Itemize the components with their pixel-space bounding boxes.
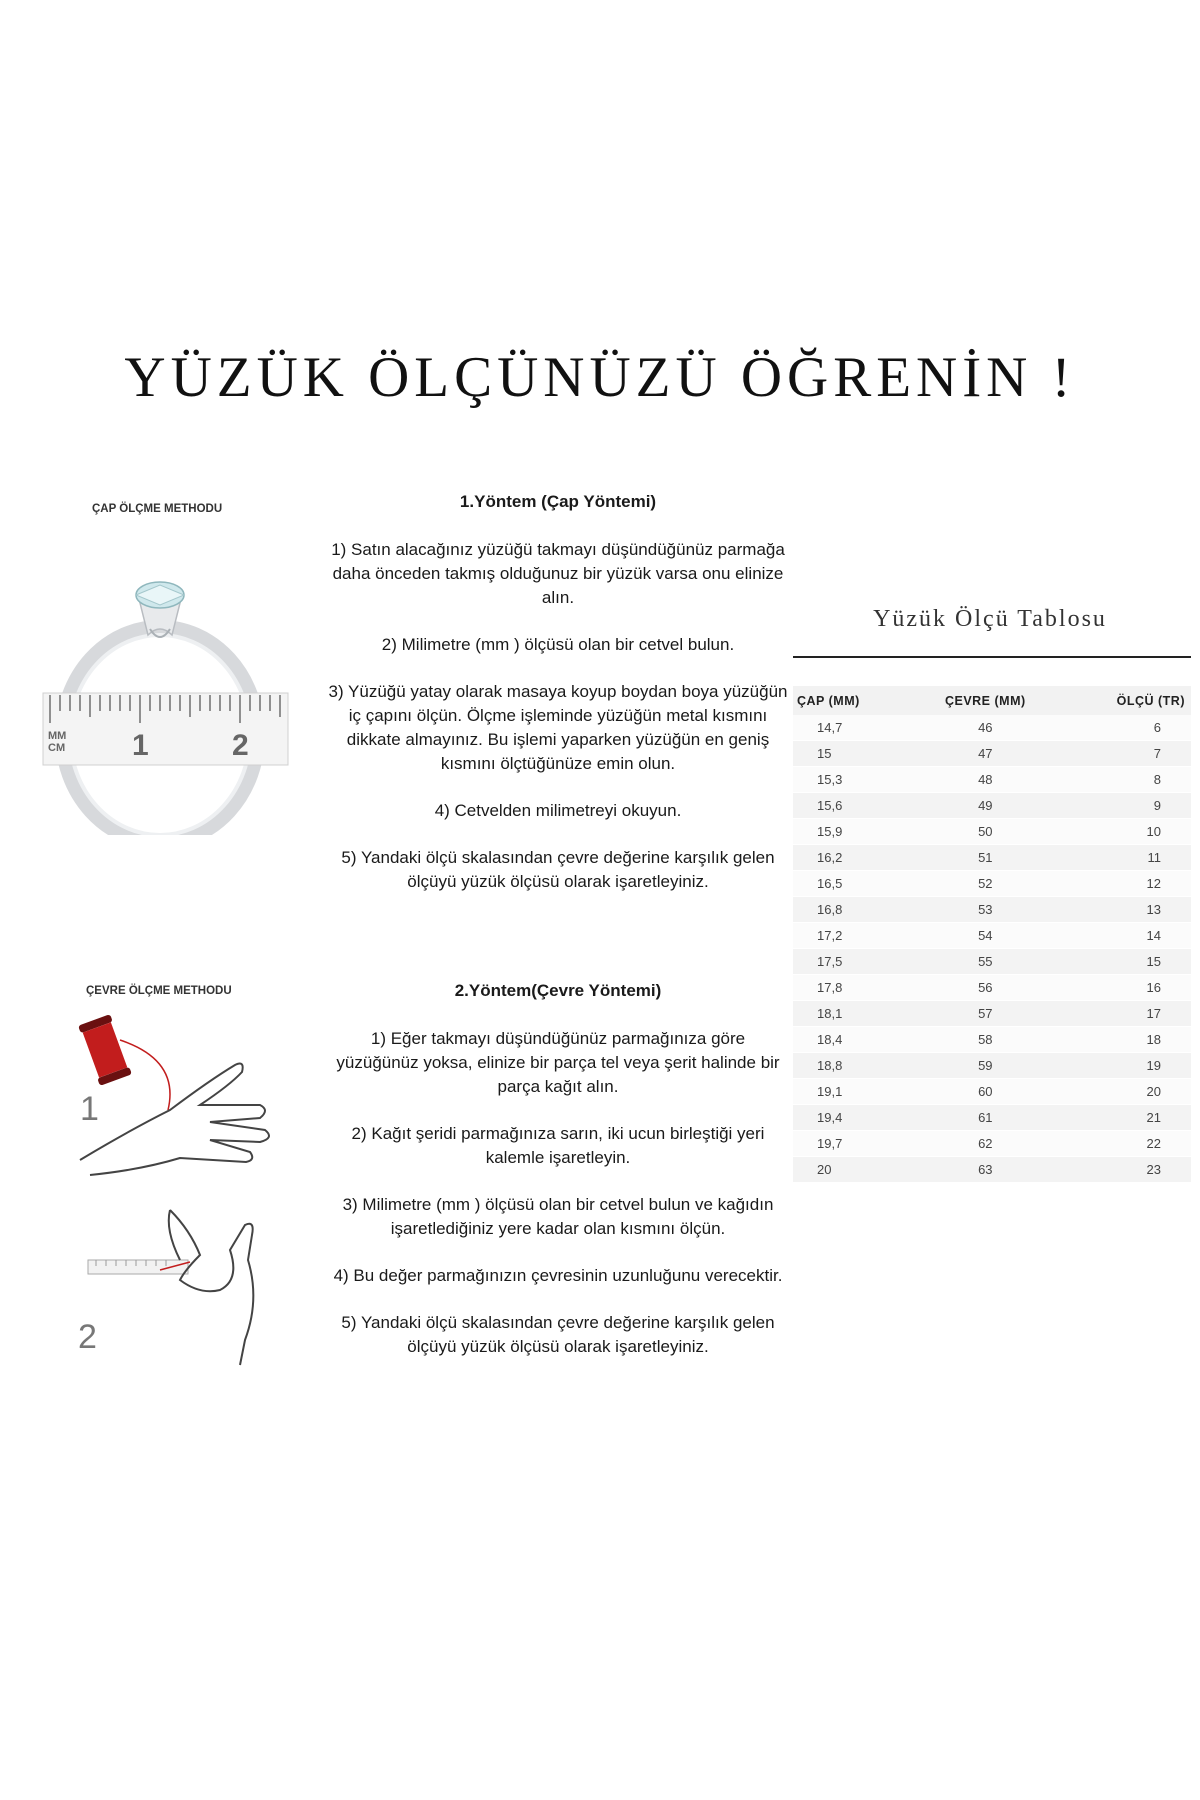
table-row [793, 715, 1191, 741]
cell-size: 21 [1058, 1105, 1191, 1131]
cell-size: 8 [1058, 767, 1191, 793]
table-row [793, 819, 1191, 845]
cell-circumference: 54 [912, 923, 1058, 949]
table-row [793, 845, 1191, 871]
cell-diameter: 16,2 [793, 845, 912, 871]
cell-diameter: 15,3 [793, 767, 912, 793]
cell-size: 22 [1058, 1131, 1191, 1157]
table-row [793, 1157, 1191, 1183]
cell-size: 18 [1058, 1027, 1191, 1053]
table-row [793, 923, 1191, 949]
cell-diameter: 16,8 [793, 897, 912, 923]
ruler-unit-cm: CM [48, 742, 66, 754]
method1-step-4: 4) Cetvelden milimetreyi okuyun. [434, 801, 682, 820]
cell-size: 23 [1058, 1157, 1191, 1183]
cell-circumference: 56 [912, 975, 1058, 1001]
cell-circumference: 52 [912, 871, 1058, 897]
cell-size: 17 [1058, 1001, 1191, 1027]
method1-step-5: 5) Yandaki ölçü skalasından çevre değerine karşılık gelen ölçüyü yüzük ölçüsü olarak işaretleyiniz. [341, 848, 775, 891]
method2-step-3: 3) Milimetre (mm ) ölçüsü olan bir cetvel bulun ve kağıdın işaretlediğiniz yere kadar olan kısmını ölçün. [342, 1195, 774, 1238]
cell-size: 14 [1058, 923, 1191, 949]
cell-size: 9 [1058, 793, 1191, 819]
method2-step-4: 4) Bu değer parmağınızın çevresinin uzunluğunu verecektir. [333, 1266, 783, 1285]
cell-circumference: 49 [912, 793, 1058, 819]
cell-diameter: 17,5 [793, 949, 912, 975]
cell-circumference: 59 [912, 1053, 1058, 1079]
cell-circumference: 48 [912, 767, 1058, 793]
cell-size: 13 [1058, 897, 1191, 923]
cell-size: 15 [1058, 949, 1191, 975]
page-title: YÜZÜK ÖLÇÜNÜZÜ ÖĞRENİN ! [124, 346, 1076, 409]
cell-circumference: 62 [912, 1131, 1058, 1157]
cell-size: 16 [1058, 975, 1191, 1001]
table-row [793, 767, 1191, 793]
table-row [793, 1001, 1191, 1027]
table-row [793, 741, 1191, 767]
cell-circumference: 58 [912, 1027, 1058, 1053]
table-row [793, 897, 1191, 923]
cell-circumference: 51 [912, 845, 1058, 871]
cell-diameter: 16,5 [793, 871, 912, 897]
cell-diameter: 19,7 [793, 1131, 912, 1157]
table-row [793, 975, 1191, 1001]
ruler-number-2: 2 [232, 729, 249, 762]
cell-size: 10 [1058, 819, 1191, 845]
size-table-body [793, 715, 1191, 1183]
size-table-divider [793, 656, 1191, 658]
method2-heading: 2.Yöntem(Çevre Yöntemi) [454, 981, 662, 1000]
column-header-circumference: ÇEVRE (MM) [912, 686, 1058, 715]
method1-step-3: 3) Yüzüğü yatay olarak masaya koyup boydan boya yüzüğün iç çapını ölçün. Ölçme işleminde yüzüğün metal kısmını dikkate almayınız. Bu işlemi yaparken yüzüğün en geniş kısmını ölçtüğünüze emin olun. [328, 682, 788, 773]
cell-circumference: 60 [912, 1079, 1058, 1105]
size-table [793, 686, 1191, 1183]
method2-step-2: 2) Kağıt şeridi parmağınıza sarın, iki ucun birleştiği yeri kalemle işaretleyin. [351, 1124, 765, 1167]
column-header-diameter: ÇAP (MM) [793, 686, 912, 715]
step-number-1: 1 [80, 1090, 99, 1128]
cell-diameter: 18,8 [793, 1053, 912, 1079]
cell-diameter: 15,6 [793, 793, 912, 819]
cell-diameter: 17,2 [793, 923, 912, 949]
cell-diameter: 17,8 [793, 975, 912, 1001]
table-row [793, 1053, 1191, 1079]
table-row [793, 1105, 1191, 1131]
method1-image-label: ÇAP ÖLÇME METHODU [92, 503, 223, 515]
cell-diameter: 14,7 [793, 715, 912, 741]
cell-diameter: 18,1 [793, 1001, 912, 1027]
ring-ruler-illustration [28, 545, 298, 835]
cell-diameter: 20 [793, 1157, 912, 1183]
cell-diameter: 15 [793, 741, 912, 767]
method2-image-label: ÇEVRE ÖLÇME METHODU [86, 985, 232, 997]
cell-size: 11 [1058, 845, 1191, 871]
method2-instructions [328, 979, 788, 1382]
method2-step-1: 1) Eğer takmayı düşündüğünüz parmağınıza göre yüzüğünüz yoksa, elinize bir parça tel veya şerit halinde bir parça kağıt alın. [336, 1029, 780, 1096]
cell-circumference: 63 [912, 1157, 1058, 1183]
cell-diameter: 19,4 [793, 1105, 912, 1131]
cell-size: 20 [1058, 1079, 1191, 1105]
method1-heading: 1.Yöntem (Çap Yöntemi) [459, 492, 657, 511]
size-table-title: Yüzük Ölçü Tablosu [873, 606, 1107, 632]
cell-diameter: 19,1 [793, 1079, 912, 1105]
table-row [793, 1027, 1191, 1053]
table-row [793, 1079, 1191, 1105]
cell-circumference: 53 [912, 897, 1058, 923]
method1-step-1: 1) Satın alacağınız yüzüğü takmayı düşündüğünüz parmağa daha önceden takmış olduğunuz bir yüzük varsa onu elinize alın. [331, 540, 785, 607]
cell-diameter: 18,4 [793, 1027, 912, 1053]
table-row [793, 949, 1191, 975]
cell-size: 19 [1058, 1053, 1191, 1079]
step-number-2: 2 [78, 1318, 97, 1356]
table-row [793, 1131, 1191, 1157]
cell-circumference: 57 [912, 1001, 1058, 1027]
size-table-header-row [793, 686, 1191, 715]
column-header-size: ÖLÇÜ (TR) [1058, 686, 1191, 715]
table-row [793, 793, 1191, 819]
cell-circumference: 47 [912, 741, 1058, 767]
cell-size: 12 [1058, 871, 1191, 897]
cell-circumference: 46 [912, 715, 1058, 741]
finger-wrap-illustration [70, 1010, 290, 1180]
cell-circumference: 55 [912, 949, 1058, 975]
cell-size: 7 [1058, 741, 1191, 767]
ruler-unit-mm: MM [48, 730, 67, 742]
cell-circumference: 50 [912, 819, 1058, 845]
table-row [793, 871, 1191, 897]
method1-instructions [328, 490, 788, 917]
paper-measure-illustration [70, 1200, 290, 1370]
cell-size: 6 [1058, 715, 1191, 741]
ruler-number-1: 1 [132, 729, 149, 762]
cell-diameter: 15,9 [793, 819, 912, 845]
cell-circumference: 61 [912, 1105, 1058, 1131]
method1-step-2: 2) Milimetre (mm ) ölçüsü olan bir cetvel bulun. [381, 635, 735, 654]
method2-step-5: 5) Yandaki ölçü skalasından çevre değerine karşılık gelen ölçüyü yüzük ölçüsü olarak işaretleyiniz. [341, 1313, 775, 1356]
